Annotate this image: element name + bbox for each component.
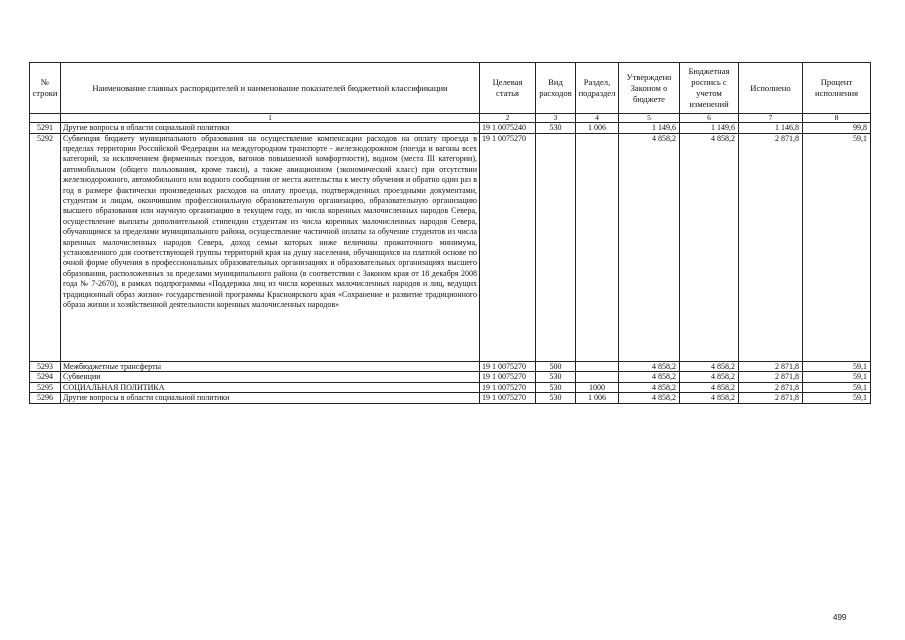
header-approved: Утверждено Законом о бюджете [619, 63, 680, 114]
header-budget-schedule: Бюджетная роспись с учетом изменений [680, 63, 739, 114]
cell-approved: 4 858,2 [619, 382, 680, 393]
cell-name: Другие вопросы в области социальной политики [61, 393, 480, 404]
table-row [30, 372, 871, 383]
cell-target-article: 19 1 0075270 [480, 133, 536, 361]
cell-percent: 99,8 [803, 123, 871, 134]
column-number: 4 [576, 114, 619, 123]
header-name: Наименование главных распорядителей и наименование показателей бюджетной классификации [61, 63, 480, 114]
cell-budget-schedule: 4 858,2 [680, 133, 739, 361]
table-row [30, 123, 871, 134]
cell-percent: 59,1 [803, 393, 871, 404]
column-number: 8 [803, 114, 871, 123]
cell-budget-schedule: 4 858,2 [680, 393, 739, 404]
column-number: 6 [680, 114, 739, 123]
header-executed: Исполнено [739, 63, 803, 114]
table-row [30, 382, 871, 393]
cell-expense-type: 530 [536, 393, 576, 404]
cell-executed: 1 146,8 [739, 123, 803, 134]
cell-executed: 2 871,8 [739, 361, 803, 372]
table-row [30, 361, 871, 372]
cell-percent: 59,1 [803, 382, 871, 393]
cell-executed: 2 871,8 [739, 382, 803, 393]
budget-execution-table [29, 62, 871, 404]
header-percent: Процент исполнения [803, 63, 871, 114]
column-number-blank [30, 114, 61, 123]
cell-approved: 4 858,2 [619, 393, 680, 404]
table-row [30, 393, 871, 404]
cell-row-number: 5293 [30, 361, 61, 372]
cell-expense-type: 530 [536, 123, 576, 134]
cell-target-article: 19 1 0075240 [480, 123, 536, 134]
cell-approved: 4 858,2 [619, 133, 680, 361]
cell-percent: 59,1 [803, 133, 871, 361]
header-expense-type: Вид расходов [536, 63, 576, 114]
cell-row-number: 5292 [30, 133, 61, 361]
column-number-row [30, 114, 871, 123]
cell-section: 1 006 [576, 393, 619, 404]
column-number: 5 [619, 114, 680, 123]
cell-section: 1 006 [576, 123, 619, 134]
cell-expense-type: 500 [536, 361, 576, 372]
cell-expense-type [536, 133, 576, 361]
cell-percent: 59,1 [803, 372, 871, 383]
cell-budget-schedule: 1 149,6 [680, 123, 739, 134]
cell-row-number: 5296 [30, 393, 61, 404]
cell-name: СОЦИАЛЬНАЯ ПОЛИТИКА [61, 382, 480, 393]
cell-budget-schedule: 4 858,2 [680, 372, 739, 383]
header-target-article: Целевая статья [480, 63, 536, 114]
cell-name: Субвенция бюджету муниципального образования на осуществление компенсации расходов на оплату проезда в пределах территории Российской Федерации на междугородном транспорте - железнодорожном (поезда и вагоны всех категорий, за исключением фирменных поездов, вагонов повышенной комфортности), водном (места III категории), автомобильном (общего пользования, кроме такси), а также авиационном (экономический класс) при отсутствии железнодорожного, автомобильного или водного сообщения от места жительства к месту обучения и обратно один раз в год в размере фактически произведенных расходов на оплату проезда, подтвержденных проездными документами, студентам и лицам, окончившим профессиональную образовательную организацию, образовательную организацию высшего образования или научную организацию в текущем году, из числа коренных малочисленных народов Севера, осуществление выплаты дополнительной стипендии студентам из числа коренных малочисленных народов Севера, обучающимся за пределами муниципального района, осуществление частичной оплаты за обучение студентов из числа коренных малочисленных народов Севера, доход семьи которых ниже величины прожиточного минимума, установленного для соответствующей группы территорий края на душу населения, обучающихся на платной основе по очной форме обучения в профессиональных образовательных организациях и образовательных организациях высшего образования, расположенных за пределами муниципального района (в соответствии с Законом края от 18 декабря 2008 года № 7-2670), в рамках подпрограммы «Поддержка лиц из числа коренных малочисленных народов и лиц, ведущих традиционный образ жизни» государственной программы Красноярского края «Сохранение и развитие традиционного образа жизни и хозяйственной деятельности коренных малочисленных народов» [61, 133, 480, 361]
header-row-number: № строки [30, 63, 61, 114]
cell-approved: 4 858,2 [619, 361, 680, 372]
cell-expense-type: 530 [536, 372, 576, 383]
table-header-row [30, 63, 871, 114]
cell-section [576, 133, 619, 361]
cell-executed: 2 871,8 [739, 372, 803, 383]
cell-row-number: 5295 [30, 382, 61, 393]
column-number: 3 [536, 114, 576, 123]
header-section: Раздел, подраздел [576, 63, 619, 114]
cell-target-article: 19 1 0075270 [480, 382, 536, 393]
page-number: 499 [833, 613, 847, 622]
cell-target-article: 19 1 0075270 [480, 393, 536, 404]
cell-row-number: 5294 [30, 372, 61, 383]
cell-name: Субвенции [61, 372, 480, 383]
cell-target-article: 19 1 0075270 [480, 372, 536, 383]
cell-row-number: 5291 [30, 123, 61, 134]
table-row [30, 133, 871, 361]
cell-name: Другие вопросы в области социальной политики [61, 123, 480, 134]
cell-budget-schedule: 4 858,2 [680, 382, 739, 393]
cell-section: 1000 [576, 382, 619, 393]
cell-budget-schedule: 4 858,2 [680, 361, 739, 372]
cell-approved: 4 858,2 [619, 372, 680, 383]
cell-executed: 2 871,8 [739, 133, 803, 361]
budget-table-sheet [29, 62, 870, 404]
column-number: 2 [480, 114, 536, 123]
cell-target-article: 19 1 0075270 [480, 361, 536, 372]
column-number: 7 [739, 114, 803, 123]
cell-expense-type: 530 [536, 382, 576, 393]
cell-executed: 2 871,8 [739, 393, 803, 404]
cell-percent: 59,1 [803, 361, 871, 372]
cell-section [576, 361, 619, 372]
cell-name: Межбюджетные трансферты [61, 361, 480, 372]
column-number: 1 [61, 114, 480, 123]
cell-approved: 1 149,6 [619, 123, 680, 134]
cell-section [576, 372, 619, 383]
